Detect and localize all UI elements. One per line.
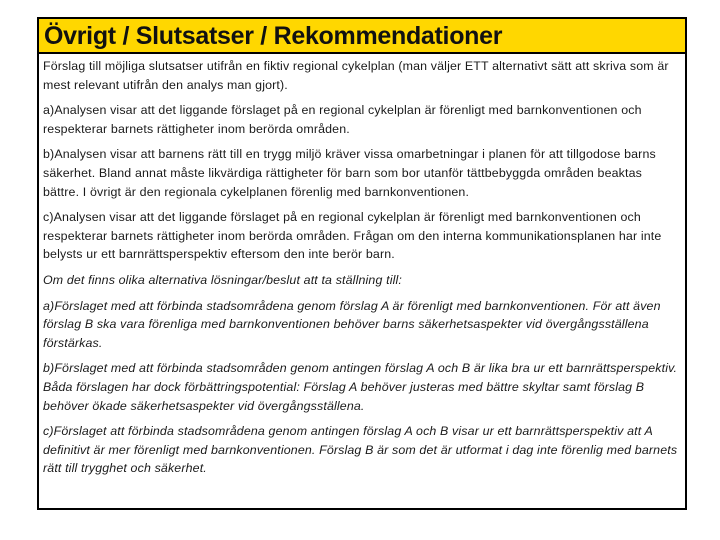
alternative-b: b)Förslaget med att förbinda stadsområden genom antingen förslag A och B är lika bra ur ett barnrättsperspektiv. Båda förslagen har dock förbättringspotential: Förslag A behöver justeras med bättre skyltar samt förslag B behöver ökade säkerhetsaspekter vid övergångsställena. [43, 361, 678, 413]
alternatives-heading: Om det finns olika alternativa lösningar/beslut att ta ställning till: [43, 272, 402, 287]
title-bar [39, 19, 685, 54]
conclusion-b: b)Analysen visar att barnens rätt till en trygg miljö kräver vissa omarbetningar i planen för att tillgodose barns säkerhet. Bland annat måste likvärdiga rättigheter för barn som bor utanför tättbebyggda områden beaktas bättre. I övrigt är den regionala cykelplanen förenlig med barnkonventionen. [43, 147, 656, 199]
content-body [39, 54, 685, 478]
content-frame [37, 17, 687, 510]
alternative-a: a)Förslaget med att förbinda stadsområdena genom förslag A är förenligt med barnkonventionen. För att även förslag B ska vara förenliga med barnkonventionen behöver barns säkerhetsaspekter vid övergångsställena förstärkas. [43, 298, 661, 350]
page-title: Övrigt / Slutsatser / Rekommendationer [44, 22, 503, 50]
conclusion-c: c)Analysen visar att det liggande förslaget på en regional cykelplan är förenligt med barnkonventionen och respekterar barnets rättigheter inom berörda områden. Frågan om den interna kommunikationsplanen har inte belysts ur ett barnrättsperspektiv eftersom den inte berör barn. [43, 210, 662, 262]
alternative-c: c)Förslaget att förbinda stadsområdena genom antingen förslag A och B visar ur ett barnrättsperspektiv att A definitivt är mer förenligt med barnkonventionen. Förslag B är som det är utformat i dag inte förenlig med barnets rätt till trygghet och säkerhet. [43, 424, 678, 476]
conclusion-a: a)Analysen visar att det liggande förslaget på en regional cykelplan är förenligt med barnkonventionen och respekterar barnets rättigheter inom berörda områden. [43, 103, 642, 136]
intro-text: Förslag till möjliga slutsatser utifrån en fiktiv regional cykelplan (man väljer ETT alternativt sätt att skriva som är mest relevant utifrån den analys man gjort). [43, 59, 669, 92]
